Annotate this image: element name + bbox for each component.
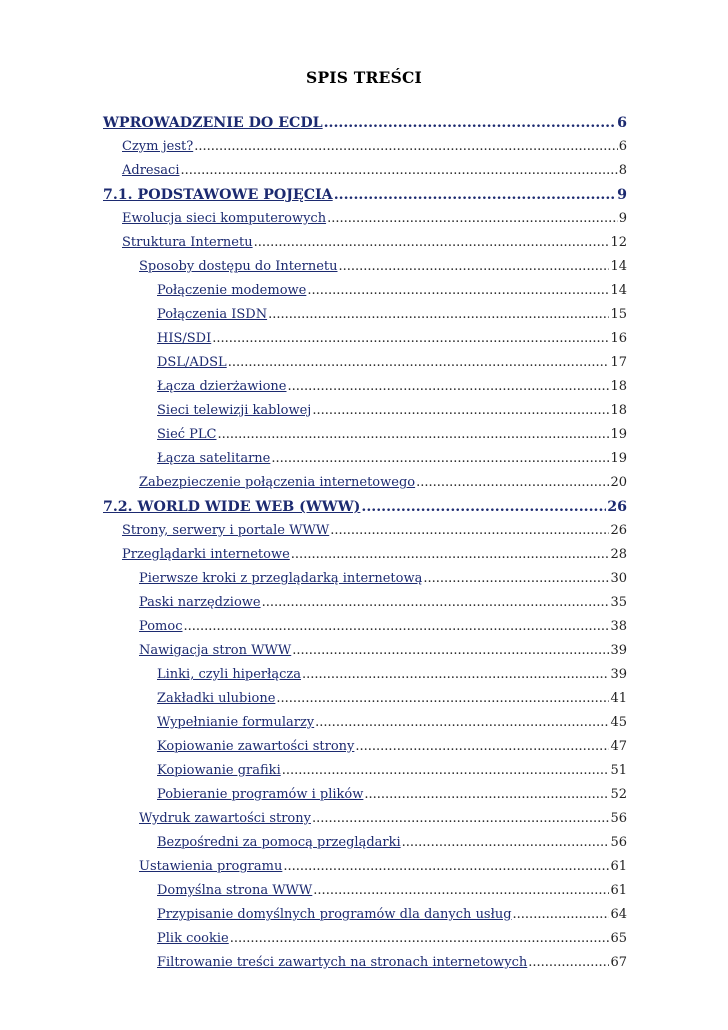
toc-entry-link[interactable]: 7.1. PODSTAWOWE POJĘCIA bbox=[103, 187, 333, 203]
dot-leader bbox=[327, 207, 618, 231]
dot-leader bbox=[339, 255, 610, 279]
toc-entry-link[interactable]: Przypisanie domyślnych programów dla danych usług bbox=[157, 907, 512, 922]
dot-leader bbox=[180, 159, 617, 183]
dot-leader bbox=[254, 231, 610, 255]
toc-page-number: 45 bbox=[610, 715, 627, 730]
toc-page-number: 61 bbox=[610, 859, 627, 874]
toc-entry[interactable] bbox=[103, 447, 627, 471]
toc-page-number: 19 bbox=[610, 451, 627, 466]
toc-entry[interactable] bbox=[103, 159, 627, 183]
page-title: SPIS TREŚCI bbox=[306, 68, 422, 87]
toc-entry-link[interactable]: Nawigacja stron WWW bbox=[139, 643, 292, 658]
toc-entry[interactable] bbox=[103, 855, 627, 879]
toc-entry[interactable] bbox=[103, 879, 627, 903]
toc-entry-link[interactable]: Adresaci bbox=[122, 163, 180, 178]
toc-entry-link[interactable]: Bezpośredni za pomocą przeglądarki bbox=[157, 835, 401, 850]
toc-entry[interactable] bbox=[103, 135, 627, 159]
toc-entry-link[interactable]: Wypełnianie formularzy bbox=[157, 715, 315, 730]
toc-entry[interactable] bbox=[103, 687, 627, 711]
toc-page-number: 8 bbox=[618, 163, 627, 178]
dot-leader bbox=[416, 471, 609, 495]
dot-leader bbox=[307, 279, 609, 303]
toc-entry-link[interactable]: Łącza dzierżawione bbox=[157, 379, 287, 394]
toc-entry[interactable] bbox=[103, 927, 627, 951]
toc-entry-link[interactable]: Linki, czyli hiperłącza bbox=[157, 667, 301, 682]
toc-entry[interactable] bbox=[103, 759, 627, 783]
toc-page-number: 20 bbox=[610, 475, 627, 490]
toc-entry-link[interactable]: Kopiowanie zawartości strony bbox=[157, 739, 355, 754]
toc-page-number: 19 bbox=[610, 427, 627, 442]
toc-page-number: 14 bbox=[610, 259, 627, 274]
dot-leader bbox=[402, 831, 610, 855]
toc-entry-link[interactable]: Paski narzędziowe bbox=[139, 595, 261, 610]
dot-leader bbox=[423, 567, 609, 591]
toc-entry-link[interactable]: Filtrowanie treści zawartych na stronach internetowych bbox=[157, 955, 528, 970]
toc-page-number: 6 bbox=[618, 139, 627, 154]
toc-page-number: 61 bbox=[610, 883, 627, 898]
toc-entry-link[interactable]: WPROWADZENIE DO ECDL bbox=[103, 115, 323, 131]
toc-entry[interactable] bbox=[103, 543, 627, 567]
toc-entry[interactable] bbox=[103, 519, 627, 543]
toc-page-number: 65 bbox=[610, 931, 627, 946]
toc-entry[interactable] bbox=[103, 663, 627, 687]
toc-entry[interactable] bbox=[103, 303, 627, 327]
toc-page-number: 26 bbox=[610, 523, 627, 538]
toc-page-number: 9 bbox=[617, 187, 627, 203]
dot-leader bbox=[302, 663, 609, 687]
toc-entry[interactable] bbox=[103, 183, 627, 207]
dot-leader bbox=[312, 399, 609, 423]
toc-page-number: 12 bbox=[610, 235, 627, 250]
dot-leader bbox=[334, 183, 616, 207]
toc-entry-link[interactable]: Ewolucja sieci komputerowych bbox=[122, 211, 327, 226]
toc-entry-link[interactable]: 7.2. WORLD WIDE WEB (WWW) bbox=[103, 499, 361, 515]
toc-page-number: 15 bbox=[610, 307, 627, 322]
toc-entry-link[interactable]: Plik cookie bbox=[157, 931, 229, 946]
dot-leader bbox=[513, 903, 610, 927]
toc-page-number: 47 bbox=[610, 739, 627, 754]
dot-leader bbox=[324, 111, 617, 135]
toc-page-number: 51 bbox=[610, 763, 627, 778]
toc-entry[interactable] bbox=[103, 639, 627, 663]
toc-entry[interactable] bbox=[103, 735, 627, 759]
toc-page-number: 28 bbox=[610, 547, 627, 562]
toc-page-number: 6 bbox=[617, 115, 627, 131]
dot-leader bbox=[212, 327, 609, 351]
toc-entry[interactable] bbox=[103, 495, 627, 519]
toc-entry[interactable] bbox=[103, 831, 627, 855]
toc-page-number: 64 bbox=[610, 907, 627, 922]
toc-entry[interactable] bbox=[103, 231, 627, 255]
toc-entry[interactable] bbox=[103, 111, 627, 135]
toc-page-number: 26 bbox=[607, 499, 627, 515]
dot-leader bbox=[287, 375, 609, 399]
toc-page-number: 56 bbox=[610, 811, 627, 826]
toc-entry[interactable] bbox=[103, 903, 627, 927]
toc-page-number: 16 bbox=[610, 331, 627, 346]
dot-leader bbox=[218, 423, 610, 447]
toc-entry[interactable] bbox=[103, 783, 627, 807]
dot-leader bbox=[194, 135, 618, 159]
dot-leader bbox=[315, 711, 609, 735]
toc-entry-link[interactable]: Sieć PLC bbox=[157, 427, 217, 442]
toc-entry-link[interactable]: Struktura Internetu bbox=[122, 235, 253, 250]
toc-entry-link[interactable]: Domyślna strona WWW bbox=[157, 883, 313, 898]
toc-page-number: 30 bbox=[610, 571, 627, 586]
toc-entry-link[interactable]: Ustawienia programu bbox=[139, 859, 283, 874]
dot-leader bbox=[230, 927, 610, 951]
dot-leader bbox=[364, 783, 609, 807]
toc-entry-link[interactable]: Pomoc bbox=[139, 619, 183, 634]
toc-entry-link[interactable]: Sposoby dostępu do Internetu bbox=[139, 259, 338, 274]
toc-page-number: 35 bbox=[610, 595, 627, 610]
dot-leader bbox=[183, 615, 609, 639]
dot-leader bbox=[228, 351, 610, 375]
toc-page-number: 52 bbox=[610, 787, 627, 802]
toc-entry-link[interactable]: Pierwsze kroki z przeglądarką internetową bbox=[139, 571, 423, 586]
toc-entry-link[interactable]: Połączenia ISDN bbox=[157, 307, 268, 322]
toc-page-number: 9 bbox=[618, 211, 627, 226]
toc-entry[interactable] bbox=[103, 807, 627, 831]
toc-entry[interactable] bbox=[103, 615, 627, 639]
toc-entry-link[interactable]: Strony, serwery i portale WWW bbox=[122, 523, 330, 538]
toc-entry-link[interactable]: Wydruk zawartości strony bbox=[139, 811, 311, 826]
dot-leader bbox=[271, 447, 609, 471]
dot-leader bbox=[283, 855, 609, 879]
toc-entry[interactable] bbox=[103, 567, 627, 591]
toc-entry[interactable] bbox=[103, 327, 627, 351]
dot-leader bbox=[330, 519, 609, 543]
toc-entry-link[interactable]: Pobieranie programów i plików bbox=[157, 787, 364, 802]
toc-entry-link[interactable]: HIS/SDI bbox=[157, 331, 212, 346]
toc-page-number: 67 bbox=[610, 955, 627, 970]
toc-entry-link[interactable]: Zabezpieczenie połączenia internetowego bbox=[139, 475, 416, 490]
dot-leader bbox=[291, 543, 610, 567]
toc-entry-link[interactable]: Czym jest? bbox=[122, 139, 194, 154]
dot-leader bbox=[312, 807, 609, 831]
toc-entry[interactable] bbox=[103, 375, 627, 399]
toc-entry-link[interactable]: Łącza satelitarne bbox=[157, 451, 271, 466]
toc-page-number: 18 bbox=[610, 379, 627, 394]
toc-entry[interactable] bbox=[103, 471, 627, 495]
toc-page-number: 18 bbox=[610, 403, 627, 418]
toc-page-number: 41 bbox=[610, 691, 627, 706]
toc-entry[interactable] bbox=[103, 711, 627, 735]
dot-leader bbox=[292, 639, 609, 663]
toc-entry[interactable] bbox=[103, 399, 627, 423]
toc-entry[interactable] bbox=[103, 255, 627, 279]
dot-leader bbox=[313, 879, 609, 903]
dot-leader bbox=[268, 303, 609, 327]
toc-page-number: 14 bbox=[610, 283, 627, 298]
toc-entry[interactable] bbox=[103, 591, 627, 615]
table-of-contents bbox=[103, 111, 627, 975]
toc-entry-link[interactable]: Zakładki ulubione bbox=[157, 691, 276, 706]
toc-entry-link[interactable]: Połączenie modemowe bbox=[157, 283, 307, 298]
dot-leader bbox=[262, 591, 610, 615]
toc-page-number: 39 bbox=[610, 667, 627, 682]
toc-entry[interactable] bbox=[103, 207, 627, 231]
toc-page-number: 38 bbox=[610, 619, 627, 634]
dot-leader bbox=[528, 951, 609, 975]
dot-leader bbox=[282, 759, 610, 783]
toc-entry-link[interactable]: Kopiowanie grafiki bbox=[157, 763, 281, 778]
toc-entry[interactable] bbox=[103, 351, 627, 375]
toc-entry-link[interactable]: Przeglądarki internetowe bbox=[122, 547, 290, 562]
toc-page-number: 56 bbox=[610, 835, 627, 850]
dot-leader bbox=[355, 735, 609, 759]
toc-page-number: 39 bbox=[610, 643, 627, 658]
dot-leader bbox=[276, 687, 609, 711]
toc-entry[interactable] bbox=[103, 951, 627, 975]
toc-entry[interactable] bbox=[103, 279, 627, 303]
toc-entry[interactable] bbox=[103, 423, 627, 447]
toc-entry-link[interactable]: DSL/ADSL bbox=[157, 355, 227, 370]
toc-entry-link[interactable]: Sieci telewizji kablowej bbox=[157, 403, 312, 418]
toc-page-number: 17 bbox=[610, 355, 627, 370]
dot-leader bbox=[361, 495, 606, 519]
